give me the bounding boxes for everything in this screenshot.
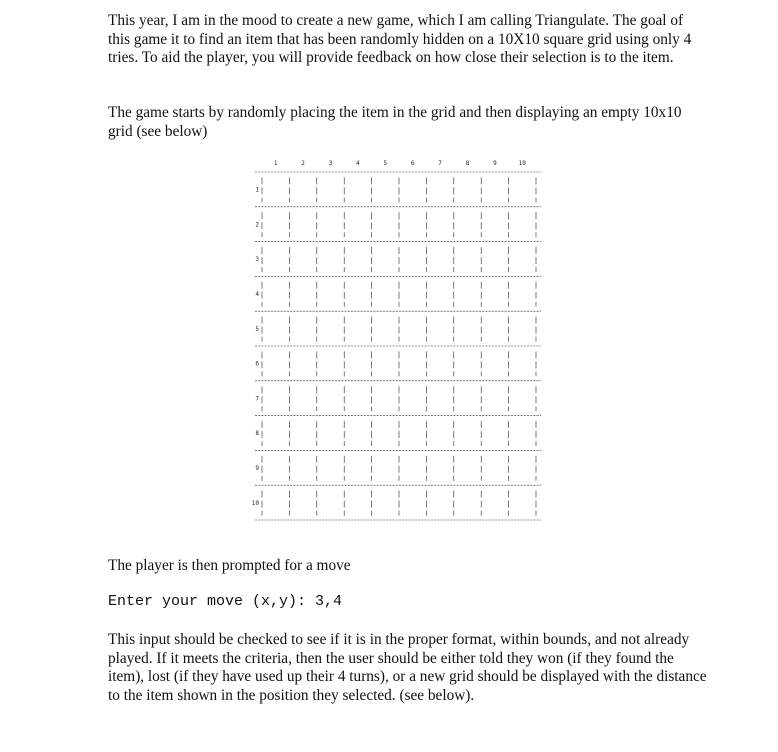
prompt-intro-paragraph: The player is then prompted for a move — [108, 557, 351, 574]
row-label: 4 — [255, 291, 259, 298]
column-label: 8 — [465, 160, 470, 167]
column-label: 10 — [518, 160, 526, 167]
row-label: 2 — [255, 221, 259, 229]
column-label: 1 — [273, 160, 278, 167]
row-label: 3 — [255, 256, 259, 264]
validation-paragraph: This input should be checked to see if it is in the proper format, within bounds, and not already played. If it meets the criteria, then the user should be either told they won (if they found the item), lost (if they have used up their 4 turns), or a new grid should be displayed with the distance to the item shown in the position they selected. (see below). — [108, 631, 707, 704]
column-label: 2 — [301, 160, 305, 167]
column-label: 4 — [356, 160, 360, 167]
column-label: 9 — [493, 160, 497, 167]
row-label: 9 — [255, 465, 259, 472]
column-label: 7 — [438, 160, 442, 167]
intro-paragraph: This year, I am in the mood to create a new game, which I am calling Triangulate. The goal of this game it to find an item that has been randomly hidden on a 10X10 square grid using only 4 tries. To aid the player, you will provide feedback on how close their selection is to the item. — [108, 12, 692, 67]
row-label: 5 — [255, 325, 259, 333]
column-label: 3 — [328, 160, 333, 167]
console-prompt: Enter your move (x,y): 3,4 — [108, 593, 343, 610]
row-label: 7 — [255, 395, 259, 403]
row-label: 1 — [255, 186, 259, 194]
column-label: 6 — [410, 160, 415, 167]
row-label: 8 — [255, 430, 259, 438]
row-label: 10 — [251, 499, 259, 507]
column-label: 5 — [383, 160, 388, 167]
game-start-paragraph: The game starts by randomly placing the item in the grid and then displaying an empty 10x10 grid (see below) — [108, 104, 682, 140]
row-label: 6 — [255, 360, 259, 368]
